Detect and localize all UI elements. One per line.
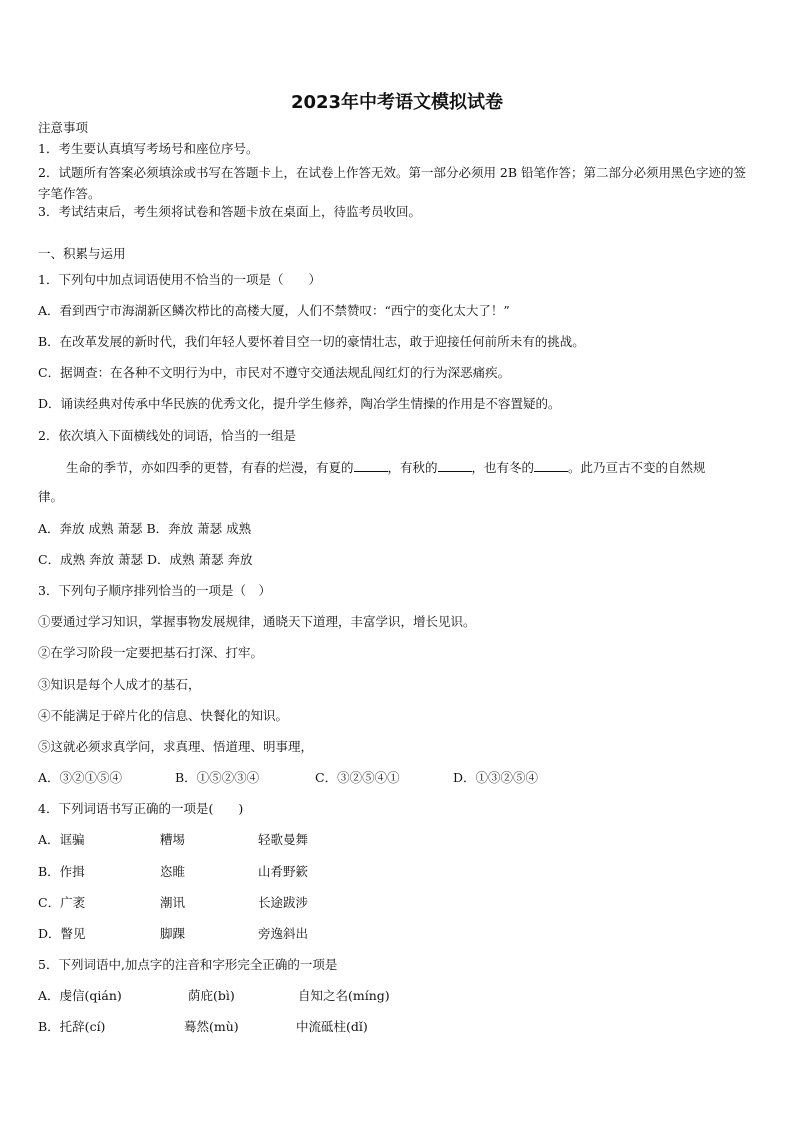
q4-b-word-1: B．作揖 <box>38 864 85 879</box>
q2-passage-part-c: ，也有冬的 <box>471 460 535 475</box>
q2-passage-part-b: ，有秋的 <box>387 460 438 475</box>
fill-blank-2 <box>438 459 472 472</box>
q3-sentence-4: ④不能满足于碎片化的信息、快餐化的知识。 <box>38 708 289 723</box>
q4-b-word-2: 恣睢 <box>160 864 186 879</box>
q5-row-a <box>38 988 498 1004</box>
q3-stem: 3．下列句子顺序排列恰当的一项是（ ） <box>38 583 271 598</box>
notice-heading: 注意事项 <box>38 120 89 135</box>
q4-a-word-3: 轻歌曼舞 <box>258 832 309 847</box>
q5-a-word-3: 自知之名(míng) <box>298 988 390 1003</box>
q1-stem: 1．下列句中加点词语使用不恰当的一项是（ ） <box>38 272 321 287</box>
q5-a-word-1: A．虔信(qián) <box>38 988 122 1003</box>
q3-option-d: D．①③②⑤④ <box>453 770 539 785</box>
q2-passage <box>66 459 706 476</box>
q4-b-word-3: 山肴野簌 <box>258 864 309 879</box>
q4-row-a <box>38 832 438 848</box>
q4-a-word-1: A．诓骗 <box>38 832 85 847</box>
notice-item-2: 2．试题所有答案必须填涂或书写在答题卡上，在试卷上作答无效。第一部分必须用 2B 铅笔作答；第二部分必须用黑色字迹的签字笔作答。 <box>38 165 747 201</box>
q4-c-word-2: 潮讯 <box>160 895 186 910</box>
q1-option-b: B．在改革发展的新时代，我们年轻人要怀着目空一切的豪情壮志，敢于迎接任何前所未有的挑战。 <box>38 334 585 349</box>
q4-c-word-1: C．广袤 <box>38 895 86 910</box>
q3-sentence-2: ②在学习阶段一定要把基石打深、打牢。 <box>38 645 264 660</box>
exam-title: 2023年中考语文模拟试卷 <box>290 92 504 113</box>
q3-sentence-3: ③知识是每个人成才的基石， <box>38 677 201 692</box>
notice-item-3: 3．考试结束后，考生须将试卷和答题卡放在桌面上，待监考员收回。 <box>38 204 421 219</box>
q3-option-c: C．③②⑤④① <box>315 770 400 785</box>
fill-blank-1 <box>354 459 388 472</box>
q5-b-word-2: 蓦然(mù) <box>184 1019 239 1034</box>
q3-sentence-5: ⑤这就必须求真学问，求真理、悟道理、明事理， <box>38 739 314 754</box>
q4-c-word-3: 长途跋涉 <box>258 895 309 910</box>
q2-stem: 2．依次填入下面横线处的词语，恰当的一组是 <box>38 428 296 443</box>
q5-a-word-2: 荫庇(bì) <box>188 988 235 1003</box>
q5-row-b <box>38 1019 498 1035</box>
q2-options-row-2: C．成熟 奔放 萧瑟 D．成熟 萧瑟 奔放 <box>38 552 253 567</box>
q3-options <box>38 770 598 786</box>
section-heading: 一、积累与运用 <box>38 246 126 261</box>
q2-passage-end: 律。 <box>38 489 64 504</box>
q1-option-a: A．看到西宁市海湖新区鳞次栉比的高楼大厦，人们不禁赞叹：“西宁的变化太大了！” <box>38 303 510 318</box>
q4-stem: 4．下列词语书写正确的一项是( ) <box>38 801 244 816</box>
q4-row-b <box>38 864 438 880</box>
q1-option-c: C．据调查：在各种不文明行为中，市民对不遵守交通法规乱闯红灯的行为深恶痛疾。 <box>38 365 511 380</box>
q4-d-word-1: D．瞥见 <box>38 926 86 941</box>
q5-stem: 5．下列词语中,加点字的注音和字形完全正确的一项是 <box>38 957 338 972</box>
notice-item-1: 1．考生要认真填写考场号和座位序号。 <box>38 141 259 156</box>
q5-b-word-3: 中流砥柱(dǐ) <box>296 1019 368 1034</box>
q3-sentence-1: ①要通过学习知识，掌握事物发展规律，通晓天下道理，丰富学识，增长见识。 <box>38 614 476 629</box>
q3-option-b: B．①⑤②③④ <box>175 770 260 785</box>
q4-row-c <box>38 895 438 911</box>
q3-option-a: A．③②①⑤④ <box>38 770 123 785</box>
q4-d-word-2: 脚踝 <box>160 926 186 941</box>
q2-options-row-1: A．奔放 成熟 萧瑟 B．奔放 萧瑟 成熟 <box>38 521 252 536</box>
q4-d-word-3: 旁逸斜出 <box>258 926 309 941</box>
q4-row-d <box>38 926 438 942</box>
q1-option-d: D．诵读经典对传承中华民族的优秀文化，提升学生修养，陶冶学生情操的作用是不容置疑的。 <box>38 396 561 411</box>
q2-passage-part-d: 。此乃亘古不变的自然规 <box>568 460 706 475</box>
fill-blank-3 <box>534 459 568 472</box>
q2-passage-part-a: 生命的季节，亦如四季的更替，有春的烂漫，有夏的 <box>66 460 354 475</box>
q5-b-word-1: B．托辞(cí) <box>38 1019 106 1034</box>
q4-a-word-2: 糟埸 <box>160 832 186 847</box>
